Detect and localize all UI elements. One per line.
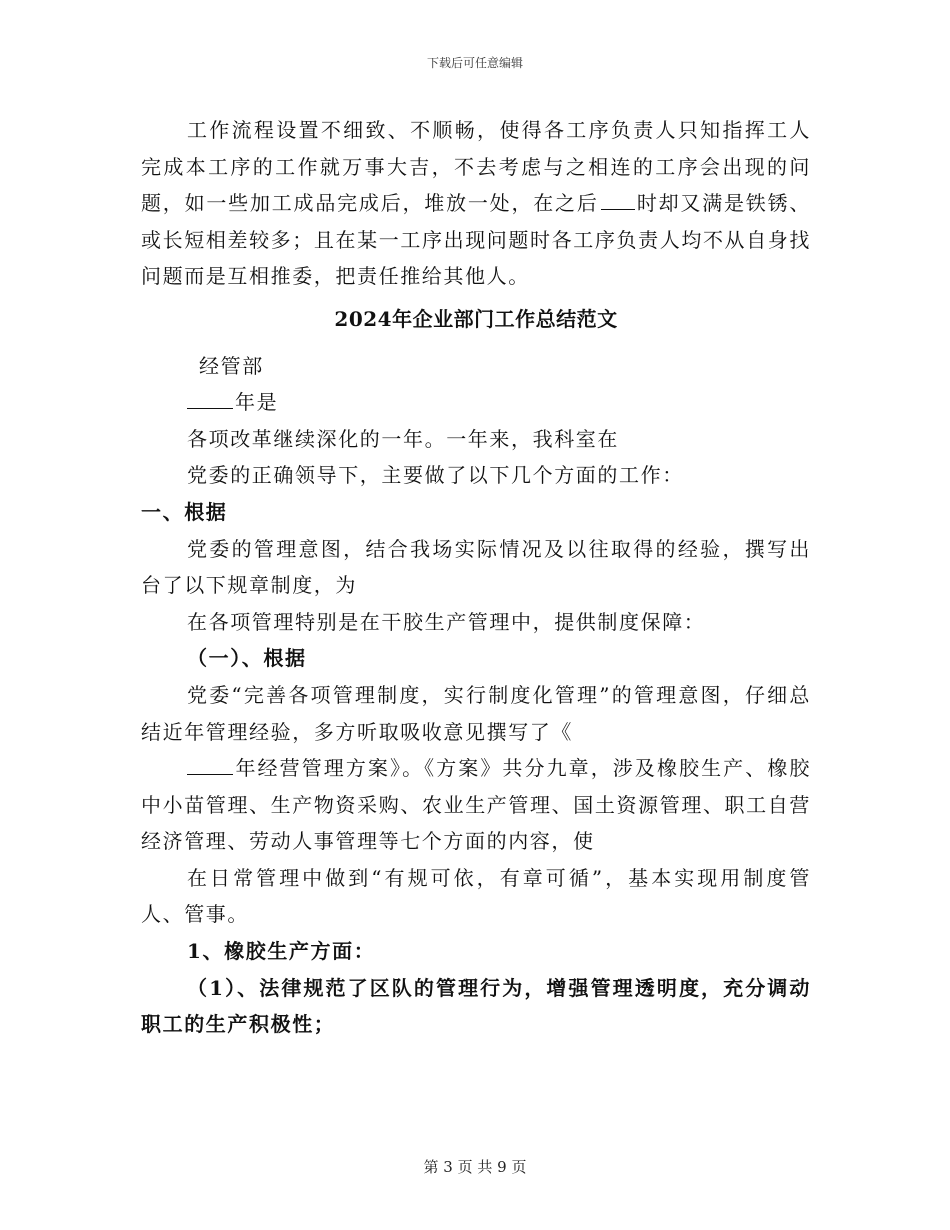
subsection-paragraph-1: 党委“完善各项管理制度，实行制度化管理”的管理意图，仔细总结近年管理经验，多方听取吸收意见撰写了《 <box>141 682 811 744</box>
subsection-paragraph-2-text: 年经营管理方案》。《方案》共分九章，涉及橡胶生产、橡胶中小苗管理、生产物资采购、农业生产管理、国土资源管理、职工自营经济管理、劳动人事管理等七个方面的内容，使 <box>141 756 811 854</box>
year-line-text: 年是 <box>235 390 279 415</box>
body-line-2: 党委的正确领导下，主要做了以下几个方面的工作： <box>187 463 684 488</box>
year-blank-2 <box>187 760 233 775</box>
document-body <box>141 112 811 1043</box>
blank-underline <box>601 195 635 210</box>
item-heading-rubber: 1、橡胶生产方面： <box>187 939 376 964</box>
department-line: 经管部 <box>199 353 264 378</box>
item-heading-rubber-1: （1）、法律规范了区队的管理行为，增强管理透明度，充分调动职工的生产积极性； <box>141 975 811 1037</box>
subsection-paragraph-2 <box>141 750 811 860</box>
page-header-note: 下载后可任意编辑 <box>426 56 523 70</box>
section-heading-1: 一、根据 <box>141 499 228 524</box>
document-title: 2024年企业部门工作总结范文 <box>334 306 618 331</box>
intro-paragraph <box>141 112 811 295</box>
year-line <box>141 384 811 421</box>
subsection-paragraph-3: 在日常管理中做到“有规可依，有章可循”，基本实现用制度管人、管事。 <box>141 865 811 927</box>
subsection-heading-1: （一）、根据 <box>187 646 307 671</box>
intro-paragraph-text: 工作流程设置不细致、不顺畅，使得各工序负责人只知指挥工人完成本工序的工作就万事大吉，不去考虑与之相连的工序会出现的问题，如一些加工成品完成后，堆放一处，在之后 <box>141 118 811 216</box>
page-footer-number: 第 3 页 共 9 页 <box>423 1158 527 1176</box>
body-line-1: 各项改革继续深化的一年。一年来，我科室在 <box>187 426 619 451</box>
intro-paragraph-tail: 时却又满是铁锈、或长短相差较多；且在某一工序出现问题时各工序负责人均不从自身找问题而是互相推委，把责任推给其他人。 <box>141 191 811 289</box>
section-1-paragraph-1: 党委的管理意图，结合我场实际情况及以往取得的经验，撰写出台了以下规章制度，为 <box>141 536 811 598</box>
section-1-paragraph-2: 在各项管理特别是在干胶生产管理中，提供制度保障： <box>187 609 706 634</box>
year-blank <box>187 394 233 409</box>
